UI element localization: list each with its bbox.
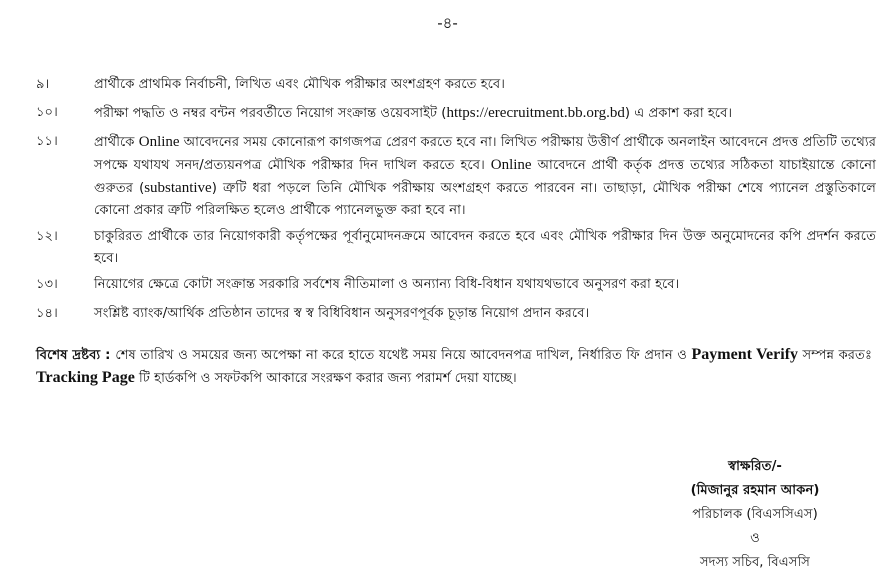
- item-text-after-link: ) এ প্রকাশ করা হবে।: [624, 106, 733, 121]
- signatory-conjunction: ও: [750, 531, 760, 546]
- online-term: Online: [490, 157, 532, 173]
- item-text: সংশ্লিষ্ট ব্যাংক/আর্থিক প্রতিষ্ঠান তাদের স্ব স্ব বিধিবিধান অনুসরণপূর্বক চূড়ান্ত নিয়োগ প্রদান করবে।: [94, 306, 590, 321]
- item-text: [94, 102, 876, 125]
- item-number: ১১।: [36, 134, 58, 149]
- page-number: -৪-: [437, 14, 458, 32]
- note-text: শেষ তারিখ ও সময়ের জন্য অপেক্ষা না করে হাতে যথেষ্ট সময় নিয়ে আবেদনপত্র দাখিল, নির্ধারিত ফি প্রদান ও: [115, 348, 692, 363]
- item-text: চাকুরিরত প্রার্থীকে তার নিয়োগকারী কর্তৃপক্ষের পূর্বানুমোদনক্রমে আবেদন করতে হবে এবং মৌখিক পরীক্ষার দিন উক্ত অনুমোদনের কপি প্রদর্শন করতে হবে।: [94, 229, 876, 266]
- list-item-9: [36, 74, 876, 96]
- item-text: প্রার্থীকে প্রাথমিক নির্বাচনী, লিখিত এবং মৌখিক পরীক্ষার অংশগ্রহণ করতে হবে।: [94, 77, 505, 92]
- signatory-name: (মিজানুর রহমান আকন): [690, 483, 820, 498]
- item-number: ১৩।: [36, 277, 58, 292]
- recruitment-website-link[interactable]: https://erecruitment.bb.org.bd: [446, 105, 625, 121]
- signature-block: [640, 455, 870, 575]
- list-item-12: [36, 226, 876, 270]
- item-text-before-link: পরীক্ষা পদ্ধতি ও নম্বর বন্টন পরবর্তীতে নিয়োগ সংক্রান্ত ওয়েবসাইট (: [94, 106, 447, 121]
- signatory-designation-secondary: সদস্য সচিব, বিএসসি: [699, 555, 811, 570]
- item-number: ৯।: [36, 77, 50, 92]
- signatory-designation: পরিচালক (বিএসসিএস): [692, 507, 818, 522]
- payment-verify-term: Payment Verify: [691, 346, 799, 363]
- tracking-page-term: Tracking Page: [36, 369, 135, 386]
- list-item-10: [36, 102, 876, 125]
- substantive-term: substantive: [144, 180, 212, 196]
- item-text-part: প্রার্থীকে: [94, 135, 139, 150]
- item-text-part: আবেদনে প্রার্থী কর্তৃক প্রদত্ত তথ্যের সঠিকতা যাচাইয়ান্তে কোনো গুরুতর (: [94, 158, 876, 196]
- note-text: সম্পন্ন করতঃ: [798, 348, 872, 363]
- list-item-11: [36, 131, 876, 222]
- item-text: নিয়োগের ক্ষেত্রে কোটা সংক্রান্ত সরকারি সর্বশেষ নীতিমালা ও অন্যান্য বিধি-বিধান যথাযথভাবে অনুসরণ করা হবে।: [94, 277, 680, 292]
- note-label: বিশেষ দ্রষ্টব্য :: [36, 348, 116, 363]
- item-number: ১০।: [36, 105, 58, 120]
- item-text-part: আবেদনের সময় কোনোরূপ কাগজপত্র প্রেরণ করতে হবে না। লিখিত পরীক্ষায় উত্তীর্ণ প্রার্থীকে অনলাইন আবেদনে প্রদত্ত প্রতিটি তথ্যের সপক্ষে যথাযথ সনদ/প্রত্যয়নপত্র মৌখিক পরীক্ষার দিন দাখিল করতে হবে।: [94, 135, 876, 173]
- item-number: ১৪।: [36, 306, 58, 321]
- item-text: [94, 131, 876, 222]
- special-note: [36, 344, 872, 390]
- signed-mark: স্বাক্ষরিত/-: [728, 459, 782, 474]
- online-term: Online: [138, 134, 180, 150]
- list-item-14: [36, 303, 876, 325]
- item-number: ১২।: [36, 229, 58, 244]
- note-text: টি হার্ডকপি ও সফটকপি আকারে সংরক্ষণ করার জন্য পরামর্শ দেয়া যাচ্ছে।: [134, 371, 517, 386]
- list-item-13: [36, 274, 876, 296]
- item-text-part: ) ত্রুটি ধরা পড়লে তিনি মৌখিক পরীক্ষায় অংশগ্রহণ করতে পারবেন না। তাছাড়া, মৌখিক পরীক্ষা শেষে প্যানেল প্রস্তুতিকালে কোনো প্রকার ত্রুটি পরিলক্ষিত হলেও প্রার্থীকে প্যানেলভুক্ত করা হবে না।: [94, 181, 876, 218]
